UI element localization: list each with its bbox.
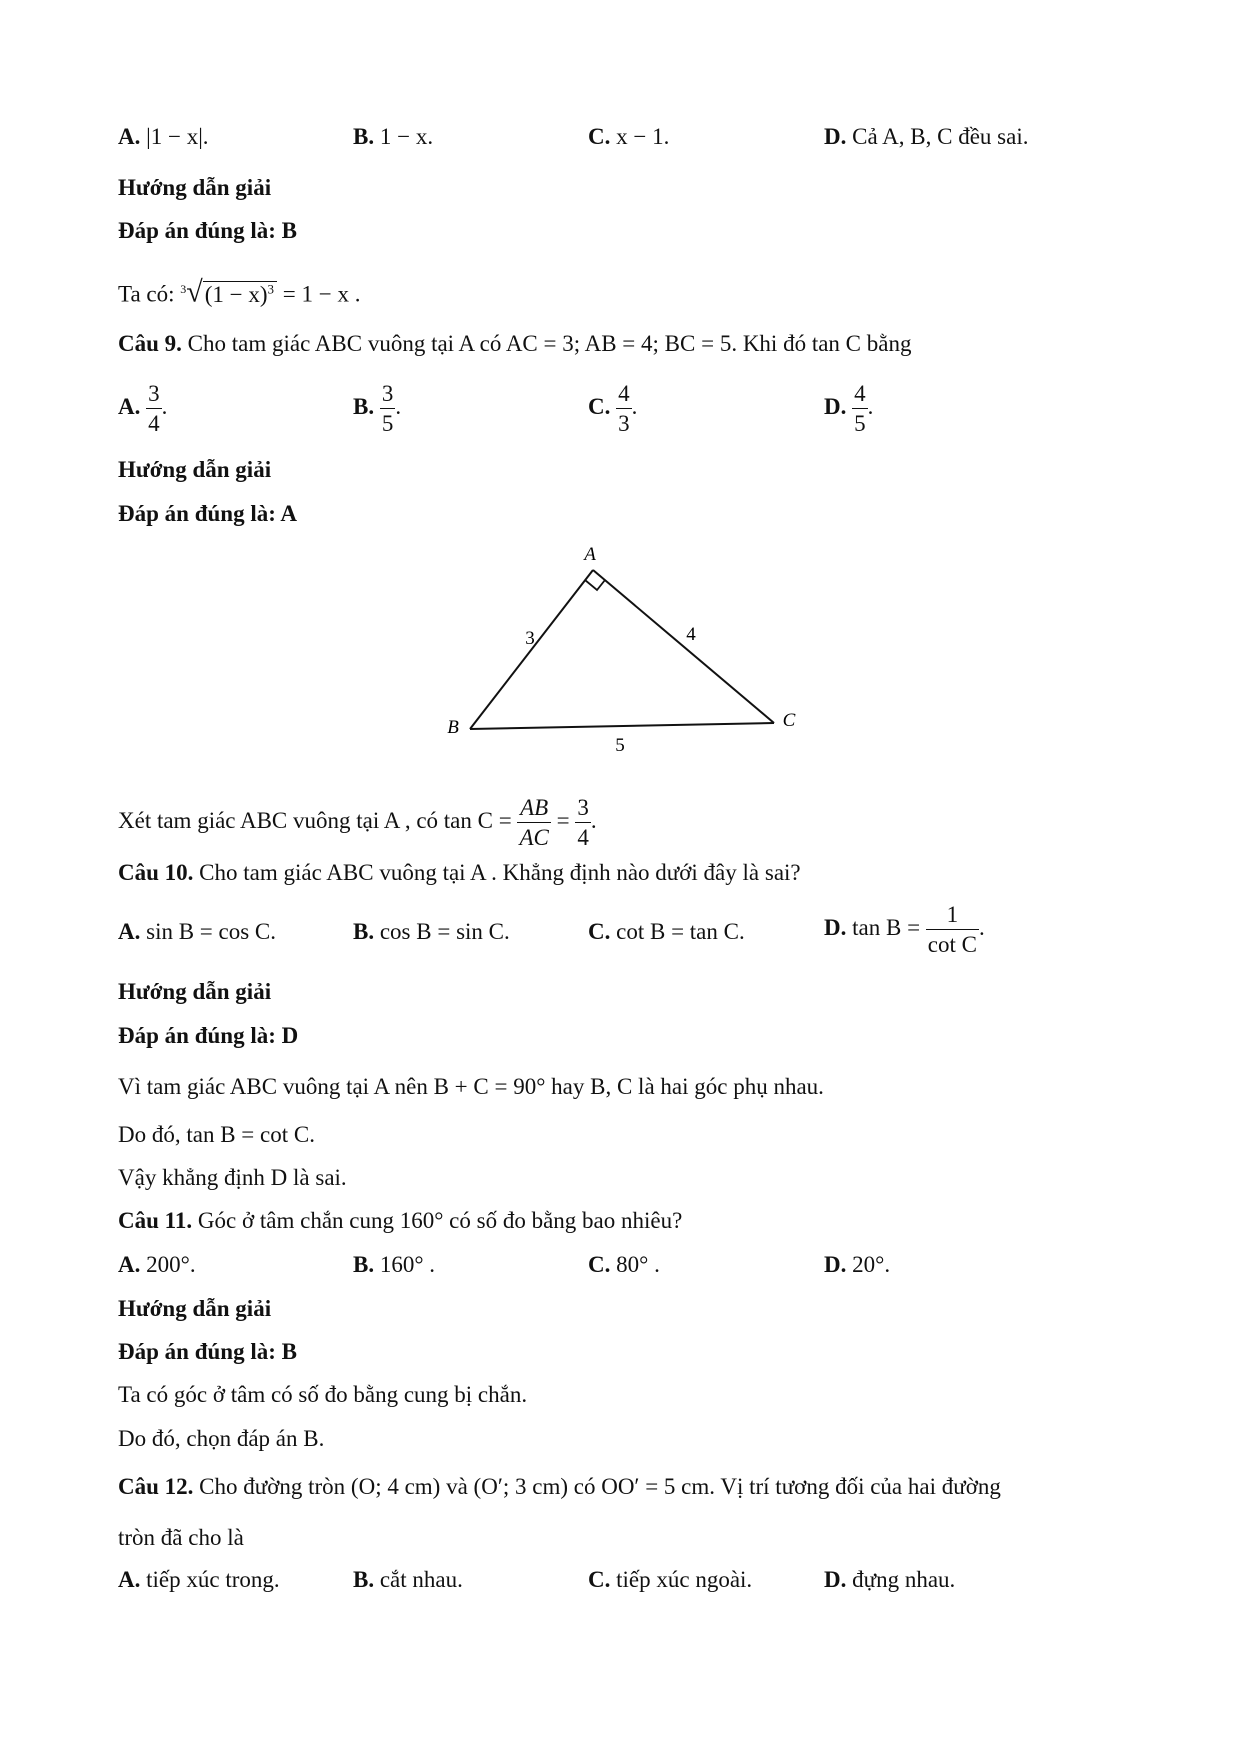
- q9-options: [118, 382, 1128, 442]
- q8-option-b: B. 1 − x.: [353, 124, 434, 149]
- q9-guide-heading: Hướng dẫn giải: [118, 457, 272, 482]
- side-ab: [470, 570, 593, 729]
- q8-option-c: C. x − 1.: [588, 124, 670, 149]
- side-ab-length: 3: [525, 628, 535, 649]
- q9-option-c: C. $\frac{4}{3}$ .: [588, 381, 638, 436]
- q11-guide-heading: Hướng dẫn giải: [118, 1296, 272, 1321]
- q10-guide-heading: Hướng dẫn giải: [118, 979, 272, 1004]
- q8-option-a: A. |1 − x|.: [118, 124, 209, 149]
- side-ac-length: 4: [686, 624, 696, 645]
- q8-guide-heading: Hướng dẫn giải: [118, 175, 272, 200]
- q12-question-line-1: Câu 12. Cho đường tròn (O; 4 cm) và (O′; 3 cm) có OO′ = 5 cm. Vị trí tương đối của hai đường: [118, 1474, 1001, 1499]
- q10-answer: Đáp án đúng là: D: [118, 1023, 299, 1048]
- q11-question: Câu 11. Góc ở tâm chắn cung 160° có số đo bằng bao nhiêu?: [118, 1208, 683, 1233]
- q10-options: [118, 902, 1128, 977]
- triangle-figure: [0, 545, 1240, 765]
- q10-solution-2: Do đó, tan B = cot C.: [118, 1122, 315, 1147]
- q12-option-a: A. tiếp xúc trong.: [118, 1567, 280, 1592]
- q9-question: Câu 9. Cho tam giác ABC vuông tại A có AC = 3; AB = 4; BC = 5. Khi đó tan C bằng: [118, 331, 912, 356]
- q12-question-line-2: tròn đã cho là: [118, 1525, 244, 1550]
- q11-option-a: A. 200°.: [118, 1252, 196, 1277]
- right-angle-mark: [585, 580, 605, 590]
- q9-option-d: D. $\frac{4}{5}$ .: [824, 381, 874, 436]
- q10-option-a: A. sin B = cos C.: [118, 919, 277, 944]
- q9-option-b: B. $\frac{3}{5}$ .: [353, 381, 402, 436]
- q10-option-d: D. tan B = $\frac{1}{\text{cot C}}$ .: [824, 902, 985, 957]
- q10-solution-1: Vì tam giác ABC vuông tại A nên B + C = 90° hay B, C là hai góc phụ nhau.: [118, 1074, 824, 1099]
- vertex-c-label: C: [782, 710, 796, 731]
- q10-question: Câu 10. Cho tam giác ABC vuông tại A . Khẳng định nào dưới đây là sai?: [118, 860, 801, 885]
- q10-option-c: C. cot B = tan C.: [588, 919, 745, 944]
- q12-option-d: D. đựng nhau.: [824, 1567, 956, 1592]
- q9-option-a: A. $\frac{3}{4}$ .: [118, 381, 168, 436]
- cube-root-expression: $^3√(1 - x)^3$: [180, 274, 277, 310]
- q11-solution-1: Ta có góc ở tâm có số đo bằng cung bị chắn.: [118, 1382, 528, 1407]
- q12-option-c: C. tiếp xúc ngoài.: [588, 1567, 753, 1592]
- q8-option-d: D. Cả A, B, C đều sai.: [824, 124, 1029, 149]
- q10-solution-3: Vậy khẳng định D là sai.: [118, 1165, 347, 1190]
- q9-answer: Đáp án đúng là: A: [118, 501, 297, 526]
- q11-option-b: B. 160° .: [353, 1252, 436, 1277]
- q11-answer: Đáp án đúng là: B: [118, 1339, 297, 1364]
- q11-solution-2: Do đó, chọn đáp án B.: [118, 1426, 325, 1451]
- q11-option-d: D. 20°.: [824, 1252, 891, 1277]
- q12-option-b: B. cắt nhau.: [353, 1567, 463, 1592]
- q11-option-c: C. 80° .: [588, 1252, 660, 1277]
- side-ac: [593, 570, 774, 723]
- side-bc-length: 5: [615, 735, 625, 756]
- q8-answer: Đáp án đúng là: B: [118, 218, 297, 243]
- side-bc: [470, 723, 774, 729]
- q8-solution: Ta có: $^3√(1 - x)^3 = 1 - x$ .: [118, 275, 361, 309]
- q10-option-b: B. cos B = sin C.: [353, 919, 510, 944]
- vertex-a-label: A: [584, 545, 596, 565]
- q12-options: [118, 1565, 1128, 1625]
- q9-solution: Xét tam giác ABC vuông tại A , có tan C = $\frac{AB}{AC}$ = $\frac{3}{4}$ .: [118, 795, 597, 850]
- vertex-b-label: B: [447, 717, 459, 738]
